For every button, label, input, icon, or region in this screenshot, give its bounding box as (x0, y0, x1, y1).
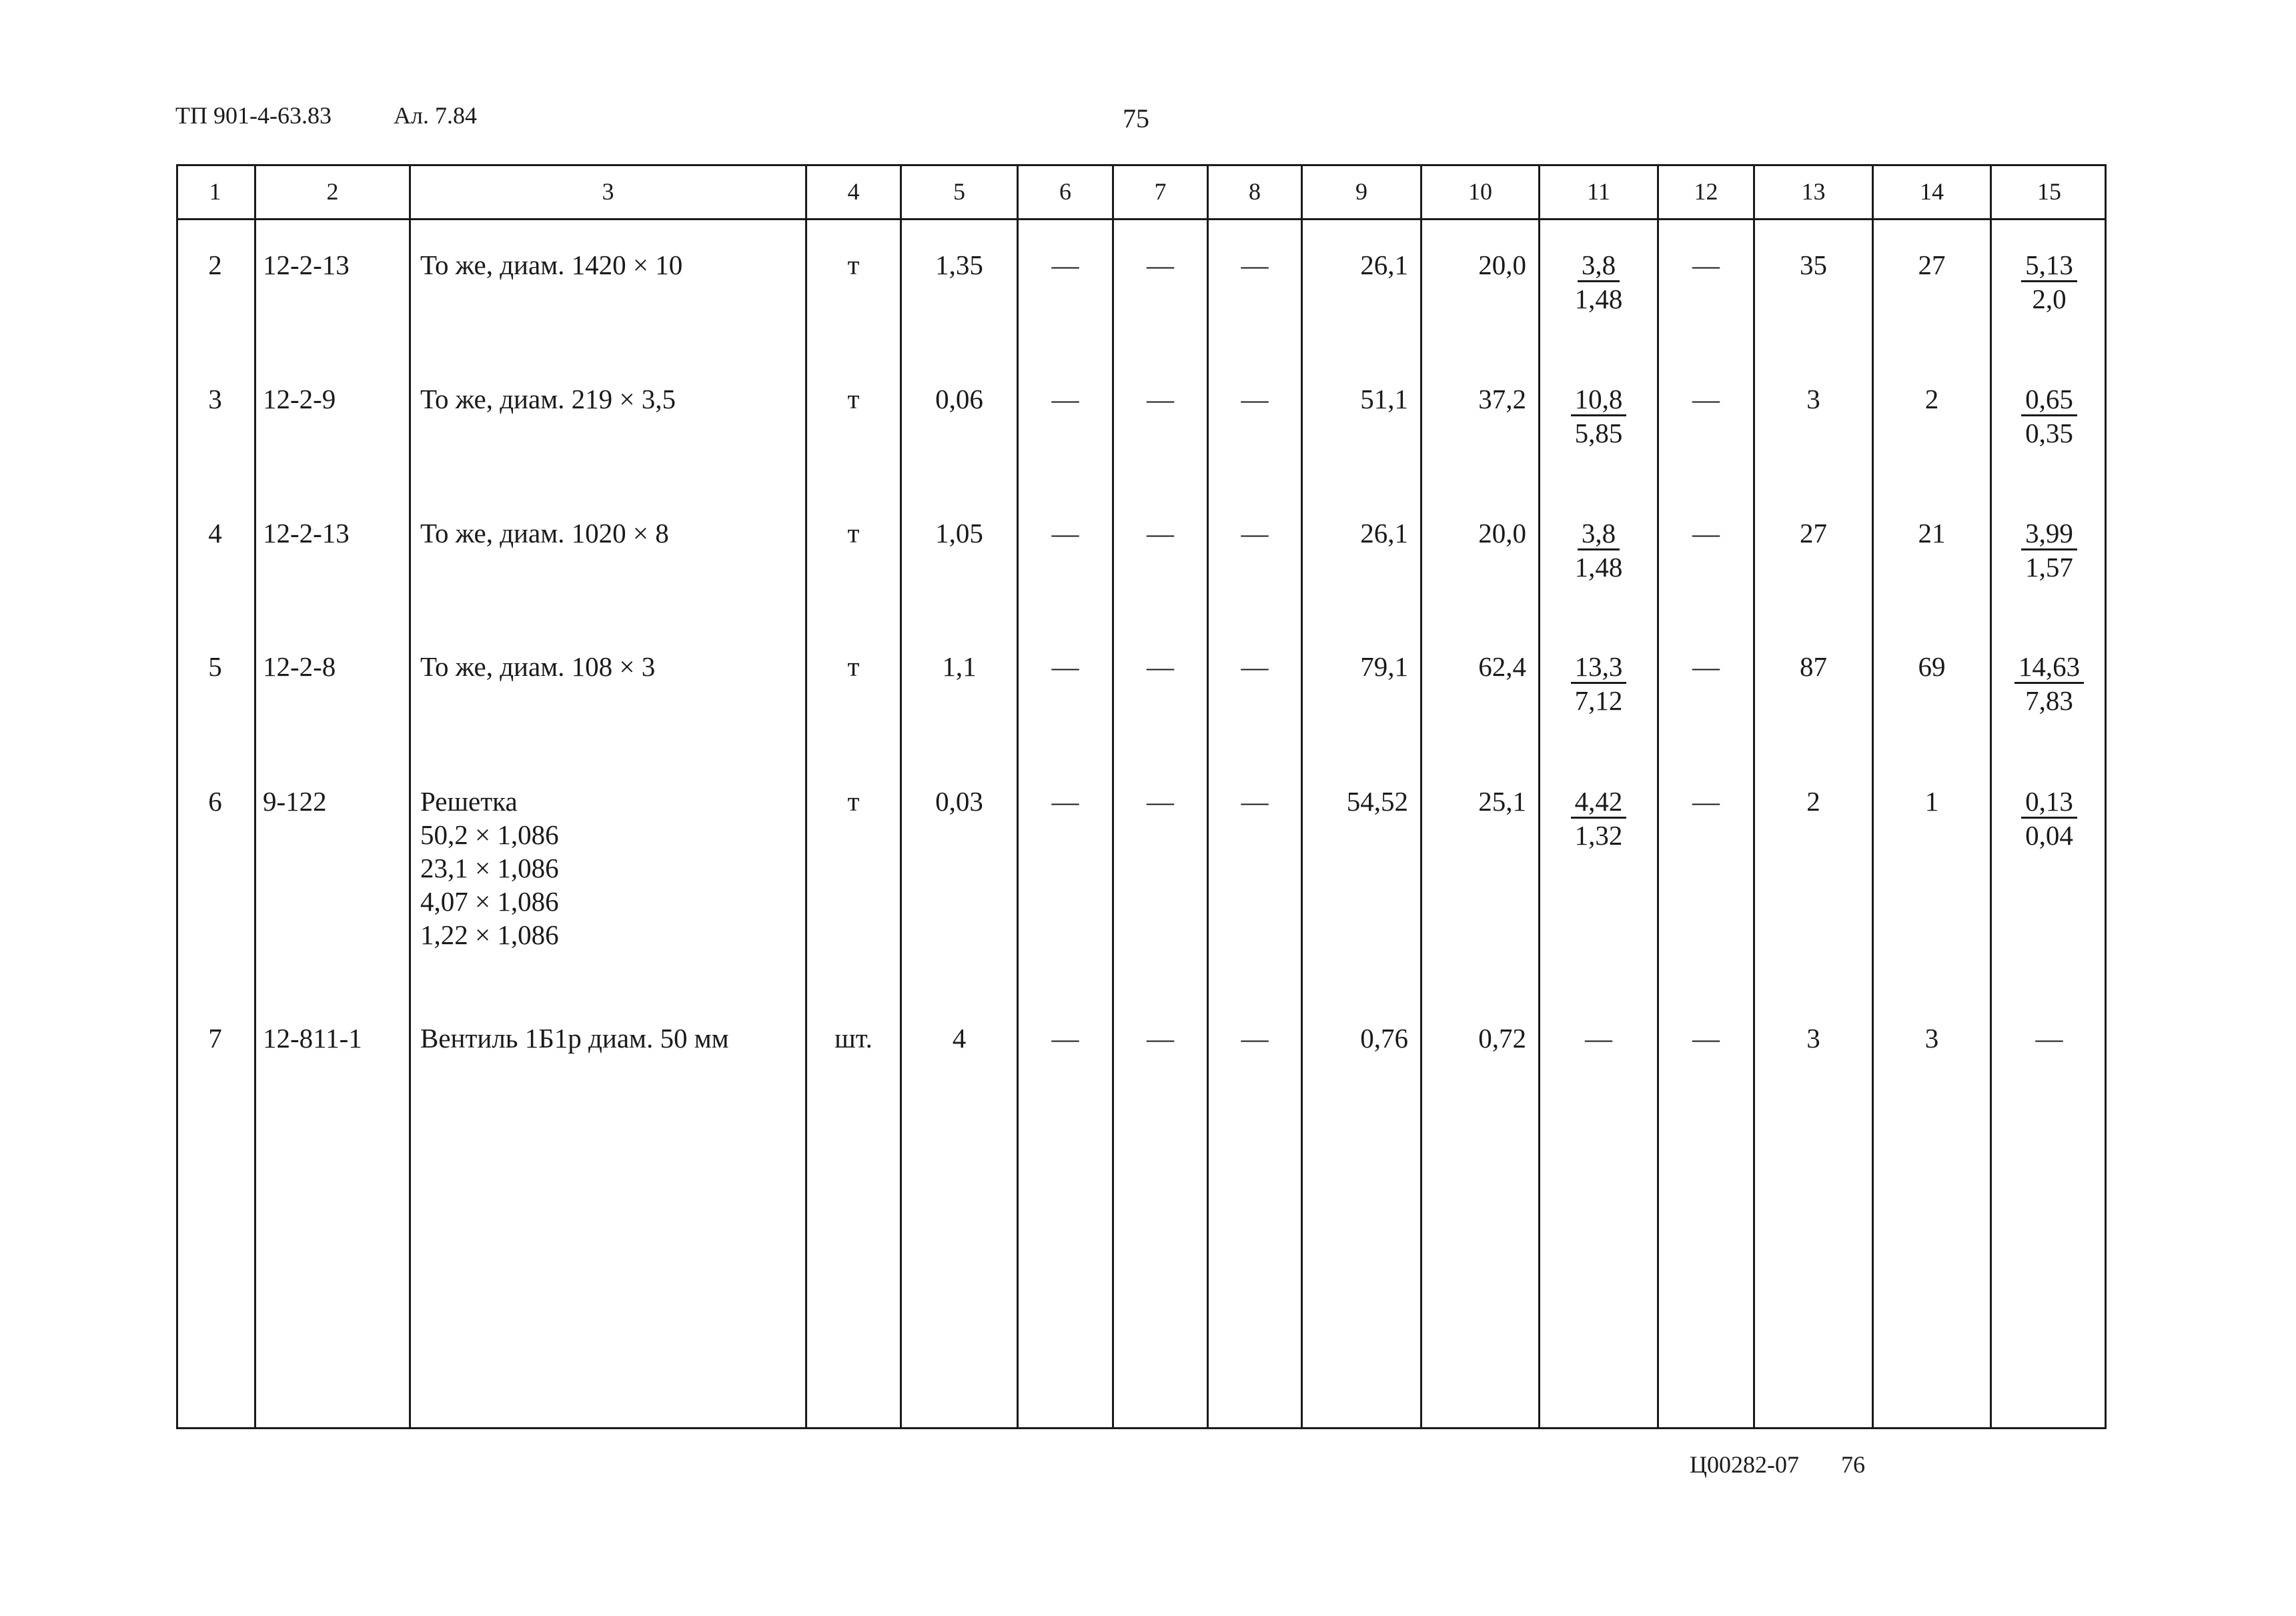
cell-col9: 51,1 (1360, 384, 1408, 414)
cell-col10: 37,2 (1478, 384, 1526, 414)
item-name: Решетка (420, 786, 518, 817)
cell-col15: — (2035, 1023, 2063, 1054)
cell-col8: — (1241, 250, 1269, 280)
quantity: 4 (952, 1023, 967, 1054)
cell-col14: 69 (1918, 651, 1946, 682)
column-header: 5 (953, 178, 965, 205)
cell-col8: — (1241, 1023, 1269, 1054)
grate-dimension-line: 4,07 × 1,086 (420, 886, 559, 917)
column-header: 9 (1355, 178, 1367, 205)
fraction-col11 (1540, 382, 1657, 450)
fraction-denominator: 1,57 (2025, 552, 2073, 582)
cell-col8: — (1241, 651, 1269, 682)
column-header: 2 (326, 178, 339, 205)
cell-col12: — (1692, 1023, 1720, 1054)
fraction-denominator: 5,85 (1574, 418, 1623, 448)
item-name: То же, диам. 108 × 3 (420, 651, 656, 682)
column-header: 4 (847, 178, 860, 205)
footer-code: Ц00282-07 (1690, 1451, 1799, 1478)
fraction-col11 (1540, 785, 1657, 852)
column-header: 6 (1059, 178, 1071, 205)
cell-col6: — (1051, 518, 1079, 548)
row-number: 3 (208, 384, 222, 414)
row-number: 4 (208, 518, 222, 548)
document-code: ТП 901-4-63.83 (175, 102, 332, 129)
cell-col7: — (1147, 1023, 1174, 1054)
grate-dimension-line: 50,2 × 1,086 (420, 819, 559, 850)
row-number: 6 (208, 786, 222, 817)
unit: т (847, 250, 860, 280)
fraction-numerator: 3,99 (2021, 518, 2077, 550)
fraction-numerator: 0,13 (2021, 786, 2077, 819)
cell-col7: — (1147, 786, 1174, 817)
unit: шт. (834, 1023, 873, 1054)
fraction-denominator: 7,83 (2025, 685, 2073, 716)
fraction-col11 (1540, 516, 1657, 584)
fraction-col15 (1992, 516, 2107, 584)
column-header: 10 (1468, 178, 1492, 205)
cell-col9: 0,76 (1360, 1023, 1408, 1054)
quantity: 0,03 (935, 786, 983, 817)
cell-col6: — (1051, 651, 1079, 682)
cell-col13: 3 (1806, 1023, 1820, 1054)
cell-col6: — (1051, 384, 1079, 414)
cell-col10: 20,0 (1478, 250, 1526, 280)
norm-code: 12-811-1 (263, 1023, 362, 1054)
column-header: 13 (1801, 178, 1826, 205)
quantity: 1,35 (935, 250, 983, 280)
fraction-numerator: 5,13 (2021, 250, 2077, 282)
cell-col12: — (1692, 250, 1720, 280)
norm-code: 12-2-9 (263, 384, 336, 414)
cell-col13: 35 (1800, 250, 1827, 280)
cell-col10: 0,72 (1478, 1023, 1526, 1054)
album-number: Ал. 7.84 (394, 102, 477, 129)
column-header: 1 (209, 178, 221, 205)
cell-col6: — (1051, 1023, 1079, 1054)
footer-page: 76 (1841, 1451, 1865, 1478)
cell-col14: 3 (1924, 1023, 1939, 1054)
norm-code: 12-2-13 (263, 250, 350, 280)
fraction-denominator: 7,12 (1574, 685, 1623, 716)
fraction-denominator: 0,35 (2025, 418, 2073, 448)
unit: т (847, 518, 860, 548)
column-divider (254, 164, 256, 1429)
fraction-numerator: 3,8 (1578, 250, 1620, 282)
column-divider (409, 164, 411, 1429)
fraction-denominator: 2,0 (2032, 284, 2067, 314)
grate-dimension-line: 1,22 × 1,086 (420, 919, 559, 950)
cell-col7: — (1147, 651, 1174, 682)
cell-col8: — (1241, 518, 1269, 548)
fraction-col15 (1992, 382, 2107, 450)
item-name: Вентиль 1Б1р диам. 50 мм (420, 1023, 729, 1054)
norm-code: 9-122 (263, 786, 327, 817)
fraction-col15 (1992, 650, 2107, 717)
cell-col7: — (1147, 518, 1174, 548)
cell-col8: — (1241, 384, 1269, 414)
cell-col10: 62,4 (1478, 651, 1526, 682)
fraction-col15 (1992, 248, 2107, 316)
cell-col9: 26,1 (1360, 518, 1408, 548)
fraction-denominator: 0,04 (2025, 820, 2073, 851)
cell-col11: — (1585, 1023, 1612, 1054)
cell-col7: — (1147, 250, 1174, 280)
cell-col9: 26,1 (1360, 250, 1408, 280)
cell-col6: — (1051, 786, 1079, 817)
row-number: 5 (208, 651, 222, 682)
header-rule (176, 218, 2107, 220)
column-header: 7 (1154, 178, 1167, 205)
column-header: 12 (1694, 178, 1718, 205)
item-name: То же, диам. 1020 × 8 (420, 518, 669, 548)
row-number: 7 (208, 1023, 222, 1054)
cell-col12: — (1692, 384, 1720, 414)
cell-col13: 87 (1800, 651, 1827, 682)
grate-dimension-line: 23,1 × 1,086 (420, 853, 559, 883)
fraction-numerator: 4,42 (1571, 786, 1627, 819)
cell-col9: 54,52 (1346, 786, 1408, 817)
cell-col13: 3 (1806, 384, 1820, 414)
item-name: То же, диам. 219 × 3,5 (420, 384, 676, 414)
cell-col9: 79,1 (1360, 651, 1408, 682)
cell-col14: 2 (1924, 384, 1939, 414)
cell-col14: 1 (1924, 786, 1939, 817)
row-number: 2 (208, 250, 222, 280)
fraction-col11 (1540, 650, 1657, 717)
unit: т (847, 651, 860, 682)
cell-col12: — (1692, 518, 1720, 548)
fraction-col11 (1540, 248, 1657, 316)
fraction-col15 (1992, 785, 2107, 852)
cell-col12: — (1692, 786, 1720, 817)
fraction-numerator: 13,3 (1571, 651, 1627, 684)
cell-col13: 27 (1800, 518, 1827, 548)
column-header: 15 (2037, 178, 2061, 205)
cell-col14: 27 (1918, 250, 1946, 280)
unit: т (847, 786, 860, 817)
cell-col10: 25,1 (1478, 786, 1526, 817)
cell-col8: — (1241, 786, 1269, 817)
cell-col10: 20,0 (1478, 518, 1526, 548)
quantity: 0,06 (935, 384, 983, 414)
fraction-denominator: 1,48 (1574, 552, 1623, 582)
cell-col14: 21 (1918, 518, 1946, 548)
norm-code: 12-2-8 (263, 651, 336, 682)
cell-col12: — (1692, 651, 1720, 682)
item-name: То же, диам. 1420 × 10 (420, 250, 683, 280)
fraction-denominator: 1,48 (1574, 284, 1623, 314)
norm-code: 12-2-13 (263, 518, 350, 548)
fraction-numerator: 10,8 (1571, 384, 1627, 416)
fraction-numerator: 14,63 (2015, 651, 2084, 684)
unit: т (847, 384, 860, 414)
quantity: 1,1 (942, 651, 977, 682)
column-header: 3 (602, 178, 614, 205)
cell-col6: — (1051, 250, 1079, 280)
fraction-denominator: 1,32 (1574, 820, 1623, 851)
cell-col7: — (1147, 384, 1174, 414)
column-header: 11 (1587, 178, 1610, 205)
fraction-numerator: 3,8 (1578, 518, 1620, 550)
fraction-numerator: 0,65 (2021, 384, 2077, 416)
page-number: 75 (1123, 103, 1149, 133)
column-header: 14 (1920, 178, 1944, 205)
column-header: 8 (1249, 178, 1261, 205)
cell-col13: 2 (1806, 786, 1820, 817)
quantity: 1,05 (935, 518, 983, 548)
